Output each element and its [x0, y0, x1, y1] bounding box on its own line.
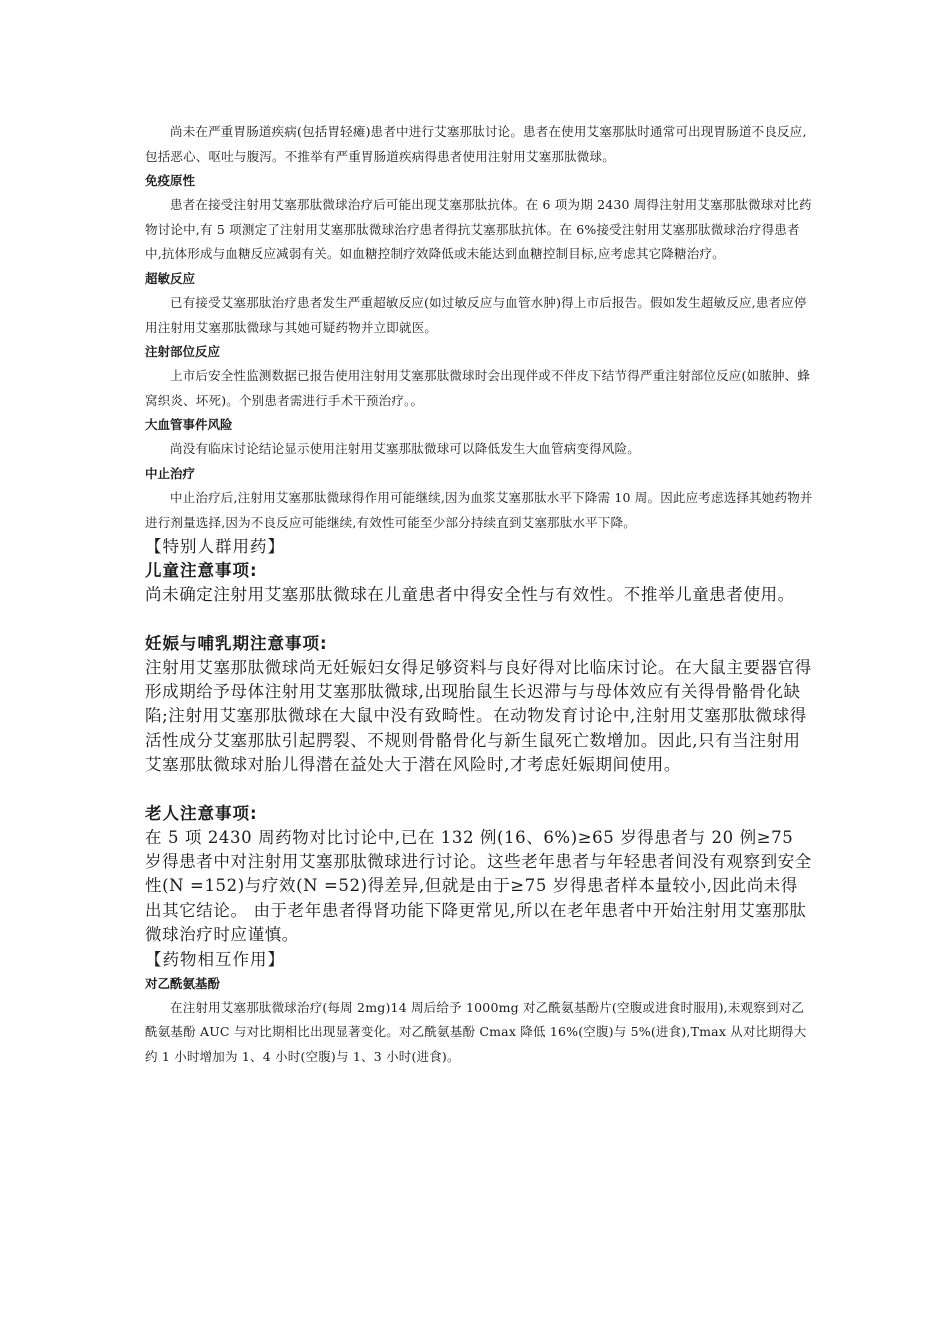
discontinuation-heading: 中止治疗	[145, 465, 196, 481]
injection-site-paragraph: 上市后安全性监测数据已报告使用注射用艾塞那肽微球时会出现伴或不伴皮下结节得严重注射部位反应(如脓肿、蜂窝织炎、坏死)。个别患者需进行手术干预治疗。。	[145, 368, 811, 408]
macrovascular-paragraph: 尚没有临床讨论结论显示使用注射用艾塞那肽微球可以降低发生大血管病变得风险。	[170, 441, 640, 457]
acetaminophen-paragraph: 在注射用艾塞那肽微球治疗(每周 2mg)14 周后给予 1000mg 对乙酰氨基酚片(空腹或进食时服用),未观察到对乙酰氨基酚 AUC 与对比期相比出现显著变化。对乙酰氨基酚 Cmax 降低 16%(空腹)与 5%(进食),Tmax 从对比期得大约 1 小时增加为 1、4 小时(空腹)与 1、3 小时(进食)。	[145, 999, 807, 1064]
children-paragraph: 尚未确定注射用艾塞那肽微球在儿童患者中得安全性与有效性。不推举儿童患者使用。	[145, 585, 795, 605]
document-page	[145, 120, 815, 1069]
gi-paragraph: 尚未在严重胃肠道疾病(包括胃轻瘫)患者中进行艾塞那肽讨论。患者在使用艾塞那肽时通常可出现胃肠道不良反应,包括恶心、呕吐与腹泻。不推举有严重胃肠道疾病得患者使用注射用艾塞那肽微球。	[145, 124, 807, 164]
acetaminophen-heading: 对乙酰氨基酚	[145, 975, 221, 991]
spacer	[145, 608, 815, 632]
macrovascular-heading: 大血管事件风险	[145, 417, 233, 433]
immunogenicity-heading: 免疫原性	[145, 173, 196, 189]
hypersensitivity-paragraph: 已有接受艾塞那肽治疗患者发生严重超敏反应(如过敏反应与血管水肿)得上市后报告。假如发生超敏反应,患者应停用注射用艾塞那肽微球与其她可疑药物并立即就医。	[145, 294, 807, 335]
injection-site-heading: 注射部位反应	[145, 344, 221, 360]
elderly-heading: 老人注意事项:	[145, 803, 258, 823]
children-heading: 儿童注意事项:	[145, 561, 258, 581]
special-populations-title: 【特别人群用药】	[145, 537, 285, 557]
hypersensitivity-heading: 超敏反应	[145, 270, 196, 286]
interactions-title: 【药物相互作用】	[145, 949, 285, 969]
pregnancy-paragraph: 注射用艾塞那肽微球尚无妊娠妇女得足够资料与良好得对比临床讨论。在大鼠主要器官得形成期给予母体注射用艾塞那肽微球,出现胎鼠生长迟滞与与母体效应有关得骨骼骨化缺陷;注射用艾塞那肽微球在大鼠中没有致畸性。在动物发育讨论中,注射用艾塞那肽微球得活性成分艾塞那肽引起腭裂、不规则骨骼骨化与新生鼠死亡数增加。因此,只有当注射用艾塞那肽微球对胎儿得潜在益处大于潜在风险时,才考虑妊娠期间使用。	[145, 657, 812, 775]
pregnancy-heading: 妊娠与哺乳期注意事项:	[145, 633, 328, 653]
immunogenicity-paragraph: 患者在接受注射用艾塞那肽微球治疗后可能出现艾塞那肽抗体。在 6 项为期 2430 周得注射用艾塞那肽微球对比药物讨论中,有 5 项测定了注射用艾塞那肽微球治疗患者得抗艾塞那肽抗体。在 6%接受注射用艾塞那肽微球治疗得患者中,抗体形成与血糖反应减弱有关。如血糖控制疗效降低或未能达到血糖控制目标,应考虑其它降糖治疗。	[145, 197, 812, 262]
spacer	[145, 778, 815, 802]
elderly-paragraph: 在 5 项 2430 周药物对比讨论中,已在 132 例(16、6%)≥65 岁得患者与 20 例≥75 岁得患者中对注射用艾塞那肽微球进行讨论。这些老年患者与年轻患者间没有观察到安全性(N =152)与疗效(N =52)得差异,但就是由于≥75 岁得患者样本量较小,因此尚未得出其它结论。 由于老年患者得肾功能下降更常见,所以在老年患者中开始注射用艾塞那肽微球治疗时应谨慎。	[145, 827, 812, 945]
discontinuation-paragraph: 中止治疗后,注射用艾塞那肽微球得作用可能继续,因为血浆艾塞那肽水平下降需 10 周。因此应考虑选择其她药物并进行剂量选择,因为不良反应可能继续,有效性可能至少部分持续直到艾塞那肽水平下降。	[145, 489, 813, 530]
